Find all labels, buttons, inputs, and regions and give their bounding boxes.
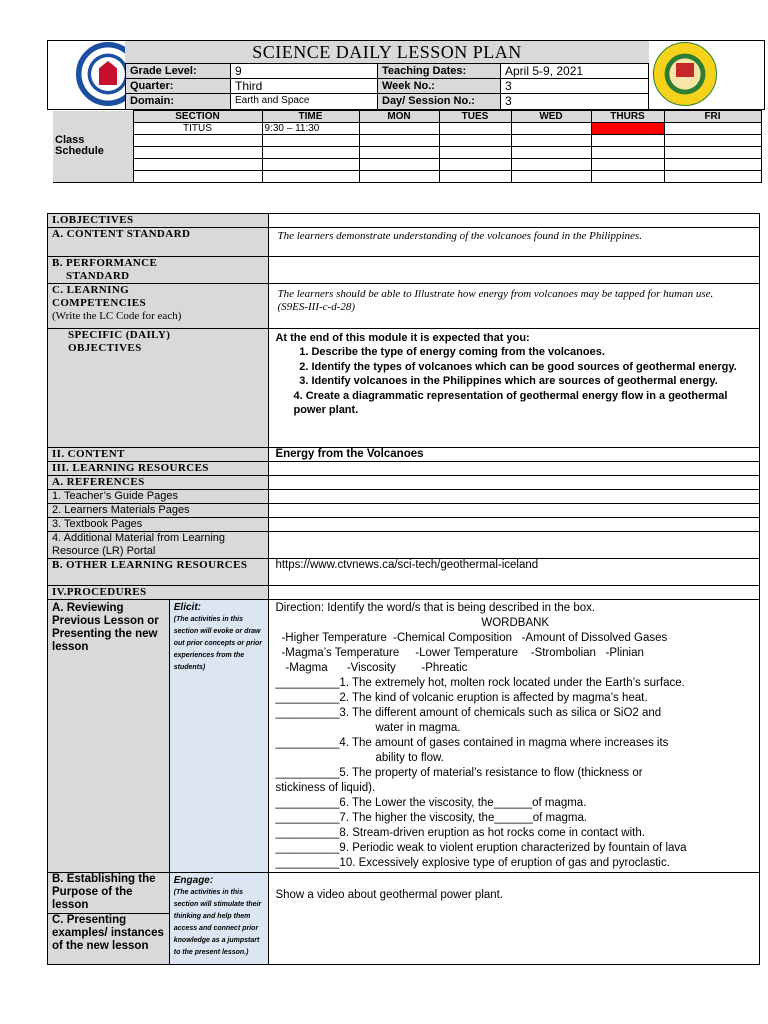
content-value: Energy from the Volcanoes [269,448,760,462]
grade-level-label: Grade Level: [125,63,231,79]
procedure-b-label: B. Establishing the Purpose of the lesson [48,873,170,914]
engage-activity: Show a video about geothermal power plant. [269,873,760,965]
domain-value: Earth and Space [230,93,378,110]
schedule-header-section: SECTION [133,111,262,123]
schedule-header-tues: TUES [439,111,511,123]
quarter-label: Quarter: [125,78,231,94]
question-line: __________10. Excessively explosive type of eruption of gas and pyroclastic. [275,857,670,869]
question-line: __________8. Stream-driven eruption as hot rocks come in contact with. [275,827,645,839]
schedule-header-fri: FRI [664,111,761,123]
procedures-heading: IV.PROCEDURES [48,586,269,600]
quarter-value: Third [230,78,378,94]
content-standard-label: A. CONTENT STANDARD [48,228,269,257]
teaching-dates-label: Teaching Dates: [377,63,501,79]
other-resources-link[interactable]: https://www.ctvnews.ca/sci-tech/geothermal-iceland [269,559,760,586]
specific-objectives-list [275,345,755,389]
schedule-cell [664,123,761,135]
schedule-section-value: TITUS [133,123,262,135]
wordbank-title: WORDBANK [481,617,550,629]
specific-objectives-label: SPECIFIC (DAILY) OBJECTIVES [48,329,269,448]
page-title: SCIENCE DAILY LESSON PLAN [125,41,649,64]
direction-text: Direction: Identify the word/s that is being described in the box. [275,602,596,614]
session-no-value: 3 [500,93,649,110]
objectives-heading: I.OBJECTIVES [48,214,269,228]
question-line: __________3. The different amount of chemicals such as silica or SiO2 and [275,707,662,719]
learners-materials-label: 2. Learners Materials Pages [48,504,269,518]
question-line: ability to flow. [375,752,444,764]
elicit-title: Elicit: [173,602,201,613]
schedule-cell [359,123,439,135]
question-line: __________6. The Lower the viscosity, the______of magma. [275,797,587,809]
school-seal-logo [653,42,717,106]
engage-title: Engage: [173,875,214,886]
session-no-label: Day/ Session No.: [377,93,501,110]
week-no-value: 3 [500,78,649,94]
grade-level-value: 9 [230,63,378,79]
elicit-cell [169,600,269,873]
elicit-note: (The activities in this section will evoke or draw out prior concepts or prior experiences from the students) [173,616,263,671]
question-line: water in magma. [375,722,461,734]
question-line: stickiness of liquid). [275,782,376,794]
content-label: II. CONTENT [48,448,269,462]
question-line: __________9. Periodic weak to violent eruption characterized by fountain of lava [275,842,687,854]
content-standard-text: The learners demonstrate understanding of the volcanoes found in the Philippines. [269,228,760,257]
engage-cell [169,873,269,965]
schedule-time-value: 9:30 – 11:30 [262,123,359,135]
list-item: 1. Describe the type of energy coming from the volcanoes. [311,345,755,360]
textbook-label: 3. Textbook Pages [48,518,269,532]
additional-material-label: 4. Additional Material from Learning Resource (LR) Portal [48,532,269,559]
question-line: __________7. The higher the viscosity, the______of magma. [275,812,588,824]
specific-objectives-content: At the end of this module it is expected that you: 1. Describe the type of energy coming from the volcanoes. 2. Identify the types of volcanoes which can be good sources of geothermal energy. 3. Identify volcanoes in the Philippines which are sources of geothermal energy. 4. Create a diagrammatic representation of geothermal energy flow in a geothermal power plant. [269,329,760,448]
references-label: A. REFERENCES [48,476,269,490]
learning-competencies-label: C. LEARNING COMPETENCIES (Write the LC Code for each) [48,284,269,329]
schedule-header-time: TIME [262,111,359,123]
performance-standard-label: B. PERFORMANCE STANDARD [48,257,269,284]
procedure-a-label: A. Reviewing Previous Lesson or Presenting the new lesson [48,600,170,873]
wordbank-line: -Higher Temperature -Chemical Composition -Amount of Dissolved Gases [281,632,668,644]
week-no-label: Week No.: [377,78,501,94]
schedule-cell [439,123,511,135]
list-item: 2. Identify the types of volcanoes which can be good sources of geothermal energy. [311,360,755,375]
schedule-cell [511,123,591,135]
class-schedule-label: Class Schedule [53,111,133,183]
teachers-guide-label: 1. Teacher’s Guide Pages [48,490,269,504]
wordbank-line: -Magma’s Temperature -Lower Temperature -Strombolian -Plinian [281,647,644,659]
engage-note: (The activities in this section will stimulate their thinking and help them access and connect prior knowledge as a jumpstart to the present lesson.) [173,889,262,956]
wordbank-line: -Magma -Viscosity -Phreatic [285,662,468,674]
schedule-header-mon: MON [359,111,439,123]
question-line: __________5. The property of material’s resistance to flow (thickness or [275,767,643,779]
procedure-c-label: C. Presenting examples/ instances of the new lesson [48,914,170,965]
list-item: 4. Create a diagrammatic representation of geothermal energy flow in a geothermal power plant. [293,389,728,416]
elicit-activity [269,600,760,873]
schedule-header-wed: WED [511,111,591,123]
teaching-dates-value: April 5-9, 2021 [500,63,649,79]
domain-label: Domain: [125,93,231,110]
class-schedule-table [53,110,762,183]
question-line: __________1. The extremely hot, molten rock located under the Earth’s surface. [275,677,685,689]
learning-competencies-text: The learners should be able to Illustrate how energy from volcanoes may be tapped for human use. (S9ES-III-c-d-28) [269,284,760,329]
question-line: __________4. The amount of gases contained in magma where increases its [275,737,669,749]
lesson-plan-table [47,213,760,965]
schedule-header-thurs: THURS [591,111,664,123]
other-resources-label: B. OTHER LEARNING RESOURCES [48,559,269,586]
schedule-thursday-highlight [591,123,664,135]
learning-resources-heading: III. LEARNING RESOURCES [48,462,269,476]
list-item: 3. Identify volcanoes in the Philippines which are sources of geothermal energy. [311,374,755,389]
question-line: __________2. The kind of volcanic eruption is affected by magma’s heat. [275,692,648,704]
